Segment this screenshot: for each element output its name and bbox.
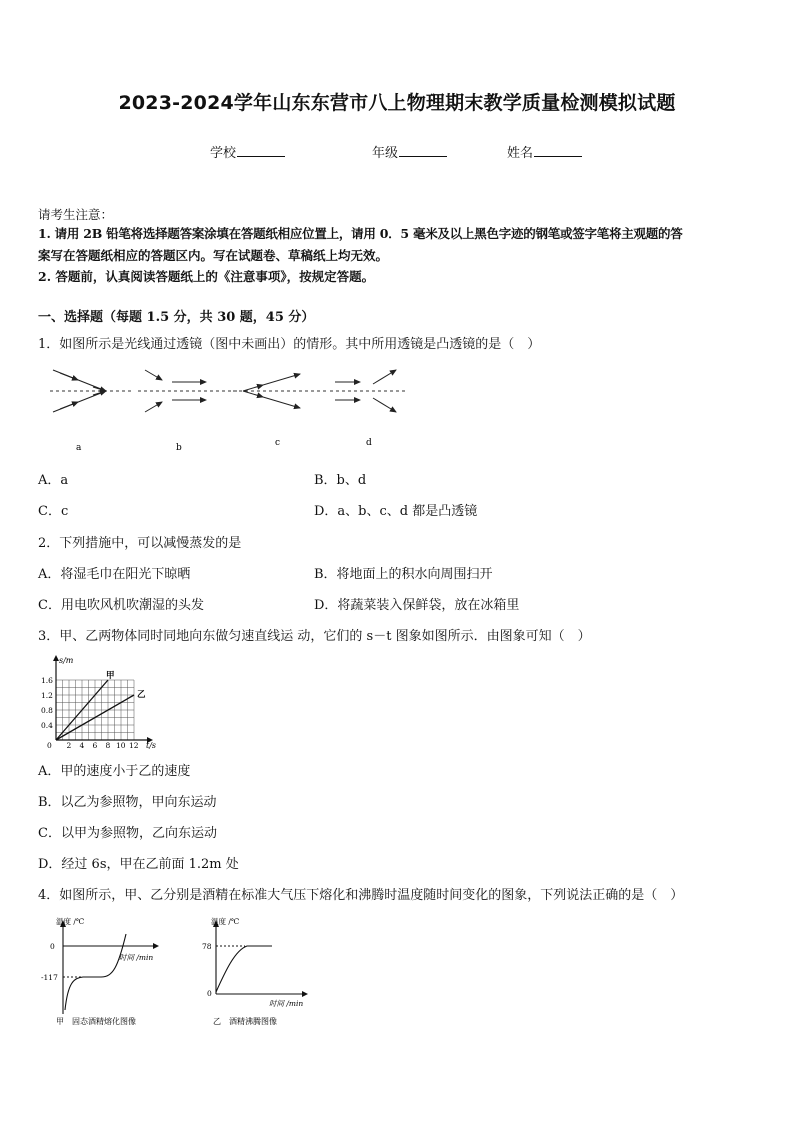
st-series <box>56 671 146 740</box>
q4-melting-chart <box>38 912 168 1030</box>
q1-option-d[interactable]: D．a、b、c、d 都是凸透镜 <box>314 504 478 519</box>
melt-x-label: 时间 /min <box>119 953 154 962</box>
st-y-tick: 1.2 <box>41 691 53 700</box>
q3-option-c[interactable]: C．以甲为参照物，乙向东运动 <box>38 826 217 841</box>
q3-option-d[interactable]: D．经过 6s，甲在乙前面 1.2m 处 <box>38 857 239 872</box>
name-label: 姓名 <box>507 146 534 161</box>
grade-blank[interactable] <box>399 144 447 157</box>
notice-line-2: 案写在答题纸相应的答题区内。写在试题卷、草稿纸上均无效。 <box>38 248 389 263</box>
boil-y-label: 温度 /℃ <box>211 917 240 926</box>
name-blank[interactable] <box>534 144 582 157</box>
q3-st-chart <box>36 652 166 750</box>
q1-stem: 1．如图所示是光线通过透镜（图中未画出）的情形。其中所用透镜是凸透镜的是（ ） <box>38 337 541 352</box>
st-x-tick: 6 <box>92 741 98 750</box>
lens-case-b <box>138 370 238 453</box>
lens-case-a <box>50 370 133 453</box>
st-y-label: s/m <box>59 656 74 665</box>
lens-label-c: c <box>275 438 281 448</box>
school-field[interactable] <box>210 142 285 161</box>
st-grid <box>56 680 134 740</box>
melt-caption: 甲 固态酒精熔化图像 <box>56 1017 136 1026</box>
q2-stem: 2．下列措施中，可以减慢蒸发的是 <box>38 536 242 551</box>
st-x-tick: 8 <box>105 741 111 750</box>
lens-label-b: b <box>176 443 182 453</box>
notice-heading: 请考生注意： <box>38 207 114 222</box>
st-x-label: t/s <box>146 741 157 750</box>
q2-option-b[interactable]: B．将地面上的积水向周围扫开 <box>314 567 493 582</box>
page-title: 2023-2024学年山东东营市八上物理期末教学质量检测模拟试题 <box>118 92 676 114</box>
boil-tick-0: 0 <box>207 989 212 998</box>
lens-label-a: a <box>76 443 82 453</box>
melt-tick-0: 0 <box>50 942 55 951</box>
lens-case-c <box>233 374 328 448</box>
q4-boiling-chart <box>195 912 325 1030</box>
grade-label: 年级 <box>372 146 399 161</box>
melt-curve <box>65 934 126 1010</box>
boil-tick-78: 78 <box>202 942 212 951</box>
section-heading: 一、选择题（每题 1.5 分，共 30 题，45 分） <box>38 310 315 325</box>
q3-option-b[interactable]: B．以乙为参照物，甲向东运动 <box>38 795 217 810</box>
st-y-tick: 0.4 <box>41 721 53 730</box>
q1-lens-figure <box>38 360 418 455</box>
notice-line-3: 2. 答题前，认真阅读答题纸上的《注意事项》，按规定答题。 <box>38 269 375 284</box>
st-series-label: 乙 <box>137 690 146 700</box>
boil-x-label: 时间 /min <box>269 999 304 1008</box>
q2-option-c[interactable]: C．用电吹风机吹潮湿的头发 <box>38 598 204 613</box>
lens-label-d: d <box>366 438 372 448</box>
st-x-tick: 12 <box>129 741 139 750</box>
name-field[interactable] <box>507 142 582 161</box>
q1-option-c[interactable]: C．c <box>38 504 69 519</box>
st-y-tick: 0.8 <box>41 706 53 715</box>
st-x-tick: 4 <box>79 741 85 750</box>
st-x-tick: 10 <box>116 741 126 750</box>
boil-x-arrow <box>302 991 308 997</box>
melt-y-label: 温度 /℃ <box>56 917 85 926</box>
q2-option-d[interactable]: D．将蔬菜装入保鲜袋，放在冰箱里 <box>314 598 520 613</box>
melt-tick-117: -117 <box>41 973 58 982</box>
melt-x-arrow <box>153 943 159 949</box>
q1-option-b[interactable]: B．b、d <box>314 473 367 488</box>
lens-case-d <box>330 370 406 448</box>
st-y-tick: 1.6 <box>41 676 53 685</box>
boil-caption: 乙 酒精沸腾图像 <box>213 1017 277 1026</box>
q4-stem: 4．如图所示，甲、乙分别是酒精在标准大气压下熔化和沸腾时温度随时间变化的图象，下列说法正确的是（ ） <box>38 888 684 903</box>
notice-line-1: 1. 请用 2B 铅笔将选择题答案涂填在答题纸相应位置上，请用 0．5 毫米及以上黑色字迹的钢笔或签字笔将主观题的答 <box>38 226 683 241</box>
school-label: 学校 <box>210 146 237 161</box>
st-x-tick: 0 <box>47 741 52 750</box>
school-blank[interactable] <box>237 144 285 157</box>
boil-curve <box>216 946 272 992</box>
q1-option-a[interactable]: A．a <box>38 473 69 488</box>
q3-option-a[interactable]: A．甲的速度小于乙的速度 <box>38 764 191 779</box>
q3-stem: 3．甲、乙两物体同时同地向东做匀速直线运 动，它们的 s－t 图象如图所示．由图象可知（ ） <box>38 629 591 644</box>
grade-field[interactable] <box>372 142 447 161</box>
st-series-label: 甲 <box>106 671 115 681</box>
q2-option-a[interactable]: A．将湿毛巾在阳光下晾晒 <box>38 567 191 582</box>
st-x-tick: 2 <box>66 741 72 750</box>
